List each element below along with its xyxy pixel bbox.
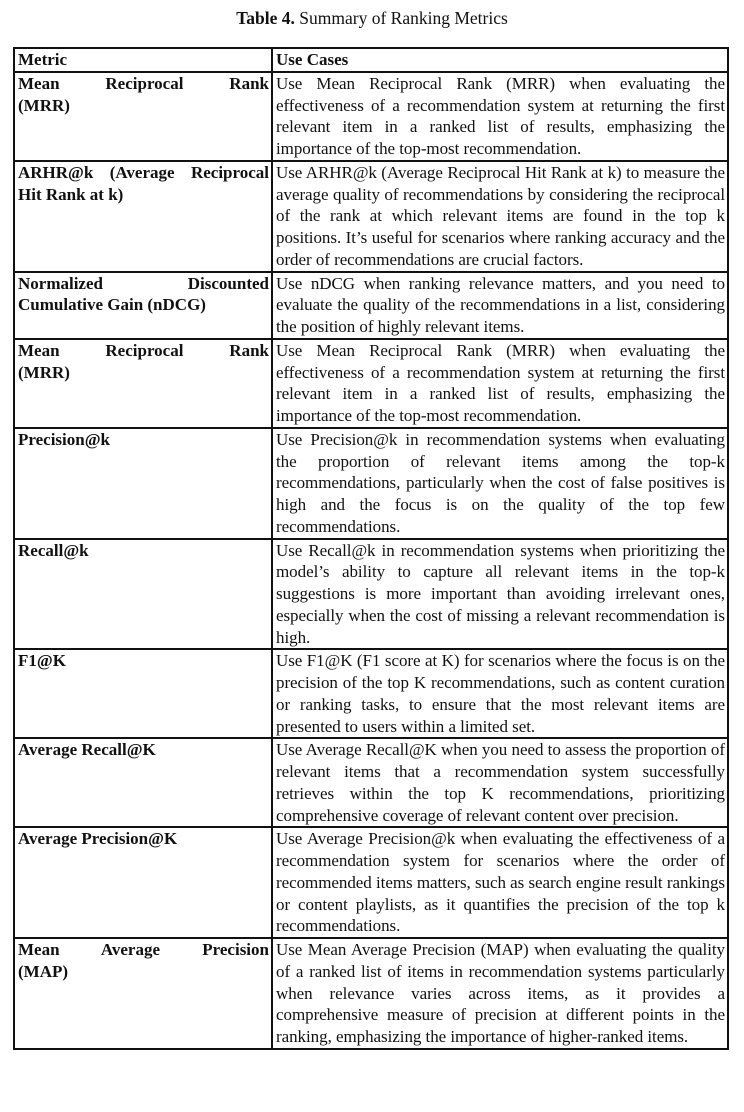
table-row [14, 339, 728, 428]
table-row [14, 738, 728, 827]
metric-cell: Normalized Discounted Cumulative Gain (nDCG) [14, 272, 272, 339]
column-header-use-cases: Use Cases [272, 48, 728, 72]
use-case-cell: Use ARHR@k (Average Reciprocal Hit Rank at k) to measure the average quality of recommendations by considering the reciprocal of the rank at which relevant items are found in the top k positions. It’s useful for scenarios where ranking accuracy and the order of recommendations are crucial factors. [272, 161, 728, 272]
metric-name-line1: Mean Reciprocal Rank [18, 340, 269, 360]
use-case-cell: Use Mean Reciprocal Rank (MRR) when evaluating the effectiveness of a recommendation system at returning the first relevant item in a ranked list of results, emphasizing the importance of the top-most recommendation. [272, 339, 728, 428]
metric-cell: Average Recall@K [14, 738, 272, 827]
metric-name-line1: Mean Reciprocal Rank [18, 73, 269, 93]
use-case-cell: Use nDCG when ranking relevance matters, and you need to evaluate the quality of the recommendations in a list, considering the position of highly relevant items. [272, 272, 728, 339]
table-row [14, 539, 728, 650]
metric-cell [14, 938, 272, 1049]
table-header-row [14, 48, 728, 72]
ranking-metrics-table [13, 47, 729, 1050]
use-case-cell: Use F1@K (F1 score at K) for scenarios where the focus is on the precision of the top K recommendations, such as content curation or ranking tasks, to ensure that the most relevant items are presented to users within a limited set. [272, 649, 728, 738]
use-case-cell: Use Mean Reciprocal Rank (MRR) when evaluating the effectiveness of a recommendation system at returning the first relevant item in a ranked list of results, emphasizing the importance of the top-most recommendation. [272, 72, 728, 161]
column-header-metric: Metric [14, 48, 272, 72]
metric-cell: Recall@k [14, 539, 272, 650]
metric-cell: Precision@k [14, 428, 272, 539]
table-row [14, 649, 728, 738]
metric-cell: ARHR@k (Average Reciprocal Hit Rank at k) [14, 161, 272, 272]
table-row [14, 272, 728, 339]
use-case-cell: Use Average Recall@K when you need to assess the proportion of relevant items that a recommendation system successfully retrieves within the top K recommendations, prioritizing comprehensive coverage of relevant content over precision. [272, 738, 728, 827]
table-row [14, 938, 728, 1049]
metric-cell [14, 339, 272, 428]
metric-name-line2: (MRR) [18, 362, 70, 382]
metric-cell: F1@K [14, 649, 272, 738]
table-row [14, 428, 728, 539]
table-caption-title: Summary of Ranking Metrics [299, 8, 508, 28]
table-row [14, 161, 728, 272]
table-caption-label: Table 4. [236, 8, 295, 28]
table-row [14, 827, 728, 938]
metric-name-line2: (MRR) [18, 95, 70, 115]
metric-name-line2: (MAP) [18, 961, 69, 981]
table-row [14, 72, 728, 161]
use-case-cell: Use Average Precision@k when evaluating the effectiveness of a recommendation system for scenarios where the order of recommended items matters, such as search engine result rankings or content playlists, as it quantifies the precision of the top k recommendations. [272, 827, 728, 938]
use-case-cell: Use Recall@k in recommendation systems when prioritizing the model’s ability to capture all relevant items in the top-k suggestions is more important than avoiding irrelevant ones, especially when the cost of missing a relevant recommendation is high. [272, 539, 728, 650]
metric-cell: Average Precision@K [14, 827, 272, 938]
use-case-cell: Use Mean Average Precision (MAP) when evaluating the quality of a ranked list of items in recommendation systems particularly when relevance varies across items, as it provides a comprehensive measure of precision at different points in the ranking, emphasizing the importance of higher-ranked items. [272, 938, 728, 1049]
metric-name-line1: Mean Average Precision [18, 940, 269, 959]
table-caption [0, 6, 744, 30]
use-case-cell: Use Precision@k in recommendation systems when evaluating the proportion of relevant items among the top-k recommendations, particularly when the cost of false positives is high and the focus is on the quality of the top few recommendations. [272, 428, 728, 539]
metric-cell [14, 72, 272, 161]
